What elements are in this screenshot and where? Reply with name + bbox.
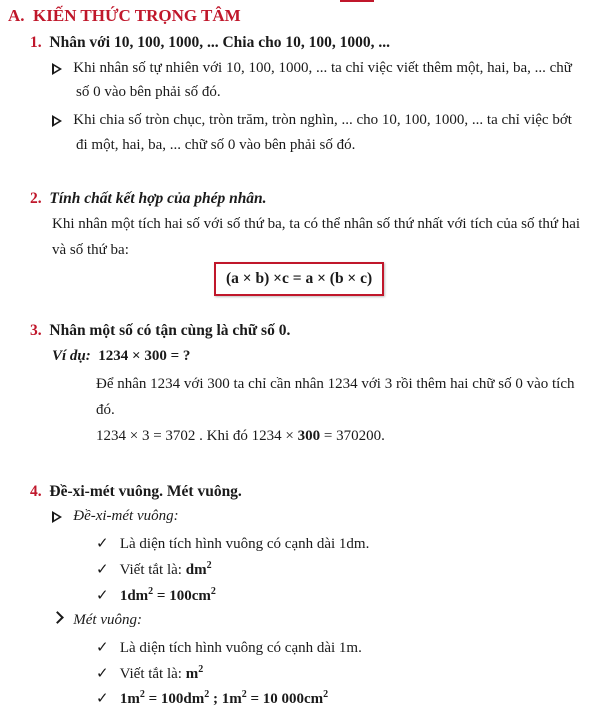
m-eq-separator: ;: [209, 691, 222, 707]
check-icon: ✓: [96, 664, 109, 682]
heading-4: [30, 483, 242, 501]
s3-line1: Để nhân 1234 với 300 ta chỉ cần nhân 1234 với 3 rồi thêm hai chữ số 0 vào tích: [96, 376, 575, 392]
heading-1-number: 1.: [30, 34, 42, 51]
heading-3: [30, 322, 290, 340]
s1-bullet-2-line1: Khi chia số tròn chục, tròn trăm, tròn nghìn, ... cho 10, 100, 1000, ... ta chỉ việc bớt: [73, 112, 572, 128]
heading-2: [30, 190, 267, 208]
heading-3-number: 3.: [30, 322, 42, 339]
heading-4-title: Đề-xi-mét vuông. Mét vuông.: [49, 483, 242, 500]
m-abbreviation: [96, 664, 203, 683]
superscript: 2: [148, 586, 154, 597]
s1-bullet-1-line2: số 0 vào bên phải số đó.: [76, 84, 221, 100]
calc-part-b: . Khi đó 1234 ×: [199, 428, 298, 444]
dm-abbr-label: Viết tắt là:: [119, 562, 186, 578]
m-heading: [52, 612, 142, 629]
check-icon: ✓: [96, 638, 109, 656]
s1-bullet-1: [52, 60, 572, 77]
calc-part-a: 1234 × 3 = 3702: [96, 428, 196, 444]
s2-line1: Khi nhân một tích hai số với số thứ ba, ta có thể nhân số thứ nhất với tích của số thứ hai: [52, 216, 581, 232]
s1-bullet-1-line1: Khi nhân số tự nhiên với 10, 100, 1000, ... ta chỉ việc viết thêm một, hai, ba, ... chữ: [73, 60, 572, 76]
m-eq2-rhs: = 10 000cm: [246, 691, 324, 707]
formula-box: [214, 262, 384, 296]
dm-equation: [96, 586, 216, 605]
check-icon: ✓: [96, 534, 109, 552]
calc-part-d: = 370200.: [320, 428, 385, 444]
triangle-bullet-icon: [52, 511, 62, 523]
dm-definition: [96, 534, 369, 553]
dm-abbr: [186, 562, 212, 578]
heading-1: [30, 34, 390, 52]
triangle-bullet-icon: [52, 115, 62, 127]
superscript: 2: [204, 689, 210, 700]
dm-eq-lhs: 1dm: [119, 588, 149, 604]
section-title: KIẾN THỨC TRỌNG TÂM: [33, 6, 241, 25]
s1-bullet-2: [52, 112, 572, 129]
m-equation: [96, 689, 328, 708]
heading-4-number: 4.: [30, 483, 42, 500]
dm-def-text: Là diện tích hình vuông có cạnh dài 1dm.: [119, 536, 370, 552]
s2-line2: và số thứ ba:: [52, 242, 129, 258]
check-icon: ✓: [96, 586, 109, 604]
m-definition: [96, 638, 362, 657]
dm-label: Đề-xi-mét vuông:: [73, 508, 179, 524]
dm-eq-rhs: = 100cm: [153, 588, 211, 604]
m-eq1-rhs: = 100dm: [144, 691, 205, 707]
dm-heading: [52, 508, 179, 525]
check-icon: ✓: [96, 560, 109, 578]
m-label: Mét vuông:: [73, 612, 142, 628]
m-abbr-base: m: [185, 666, 199, 682]
m-def-text: Là diện tích hình vuông có cạnh dài 1m.: [119, 640, 362, 656]
heading-2-title: Tính chất kết hợp của phép nhân.: [49, 190, 267, 207]
m-eq2-lhs: 1m: [221, 691, 242, 707]
calc-part-c: 300: [297, 428, 321, 444]
s3-line2: đó.: [96, 402, 115, 418]
superscript: 2: [323, 689, 329, 700]
heading-2-number: 2.: [30, 190, 42, 207]
formula-text: (a × b) ×c = a × (b × c): [226, 270, 373, 287]
section-a-heading: [8, 6, 241, 26]
superscript: 2: [139, 689, 145, 700]
m-eq1-lhs: 1m: [119, 691, 140, 707]
s3-calc: [96, 428, 385, 445]
top-decor-bar: [340, 0, 374, 2]
heading-1-title: Nhân với 10, 100, 1000, ... Chia cho 10, 100, 1000, ...: [49, 34, 390, 51]
chevron-right-icon: [52, 612, 62, 624]
dm-abbreviation: [96, 560, 212, 579]
example-expression: 1234 × 300 = ?: [98, 348, 191, 364]
m-abbr-label: Viết tắt là:: [119, 666, 186, 682]
superscript: 2: [210, 586, 216, 597]
superscript: 2: [241, 689, 247, 700]
superscript: 2: [198, 664, 204, 675]
section-letter: A.: [8, 6, 25, 25]
heading-3-title: Nhân một số có tận cùng là chữ số 0.: [49, 322, 291, 339]
dm-abbr-base: dm: [185, 562, 207, 578]
example: [52, 348, 190, 365]
triangle-bullet-icon: [52, 63, 62, 75]
check-icon: ✓: [96, 689, 109, 707]
s1-bullet-2-line2: đi một, hai, ba, ... chữ số 0 vào bên phải số đó.: [76, 137, 356, 153]
example-label: Ví dụ:: [52, 348, 91, 364]
m-abbr: [186, 666, 204, 682]
superscript: 2: [206, 560, 212, 571]
